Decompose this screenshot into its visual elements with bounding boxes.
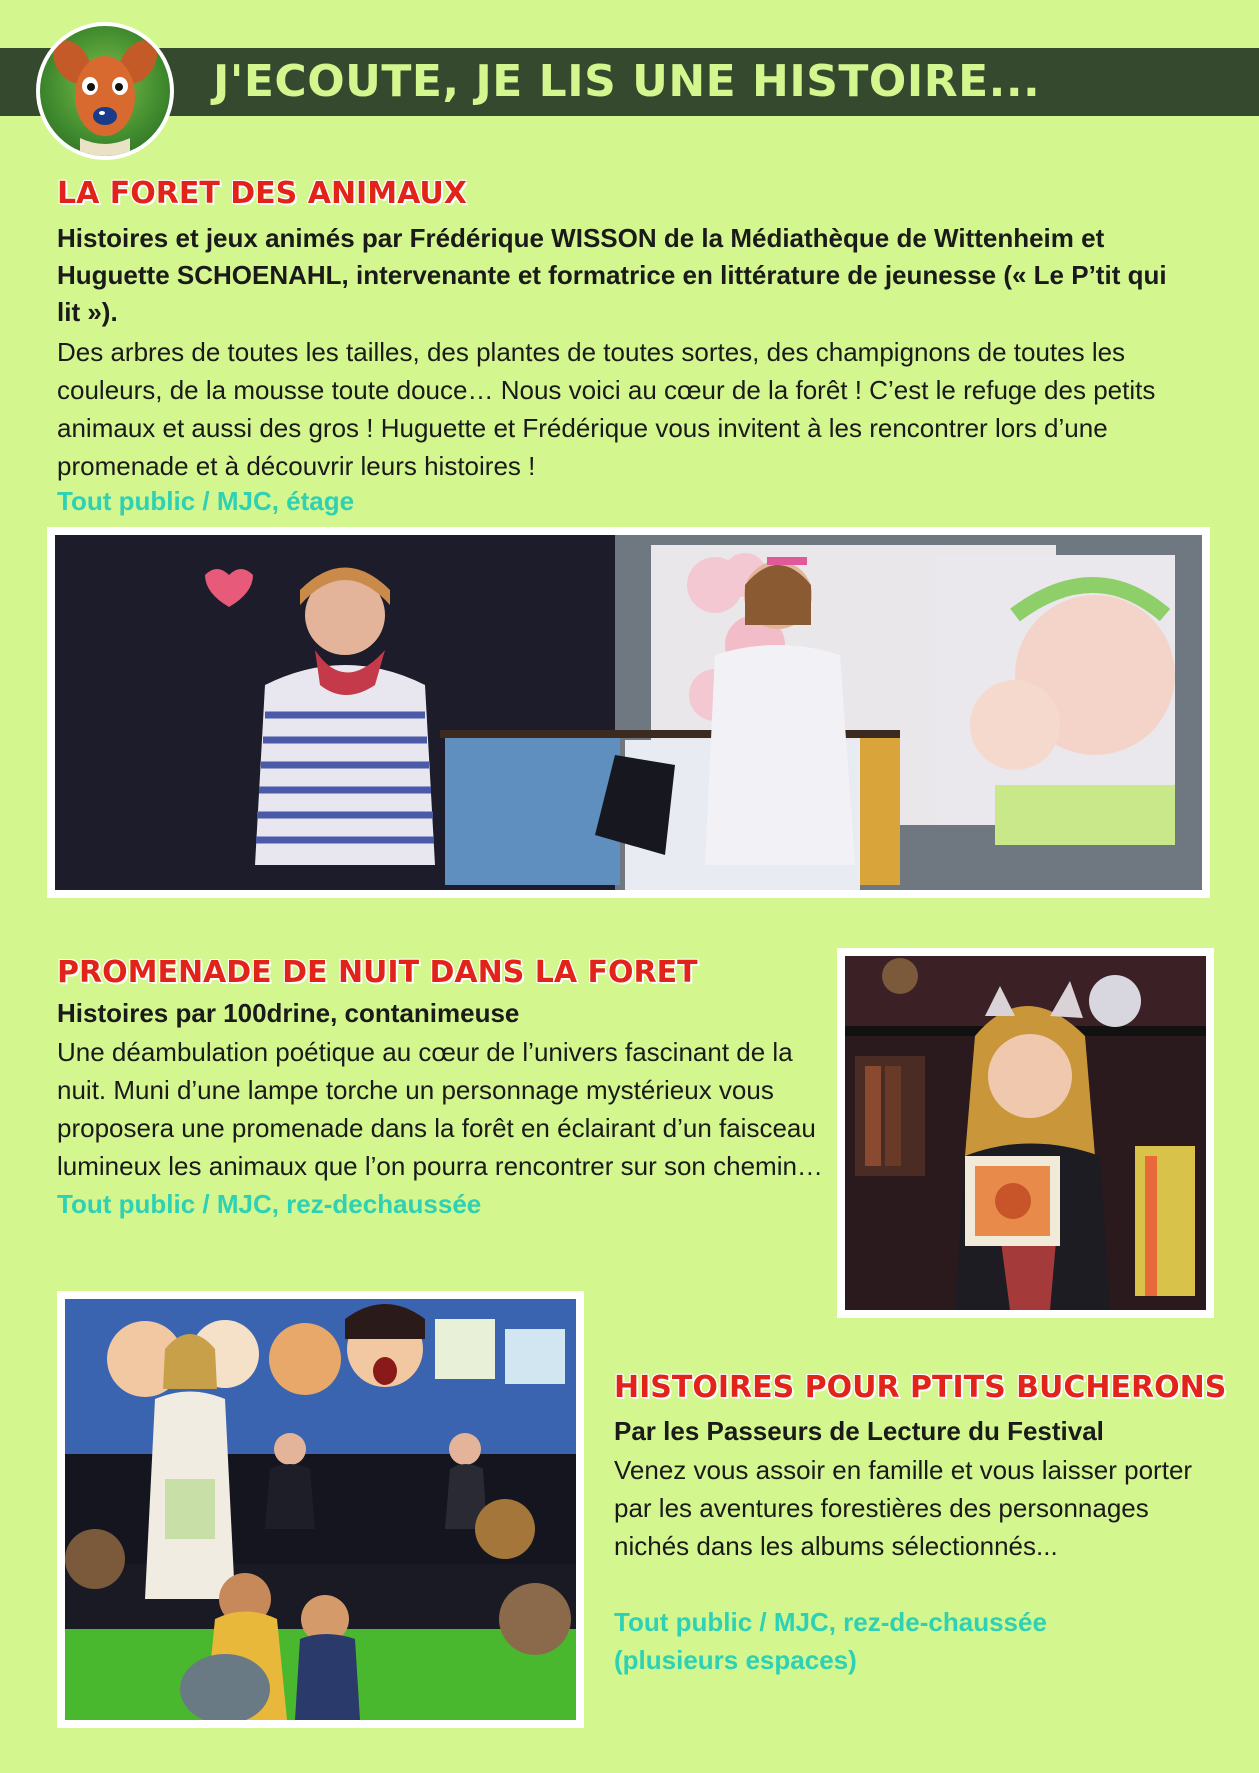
photo-storyteller-with-book: [837, 948, 1214, 1318]
deer-face-icon: [36, 22, 174, 160]
page-title: J'ECOUTE, JE LIS UNE HISTOIRE...: [213, 56, 1041, 107]
section-body: [57, 1033, 837, 1223]
section-info: Tout public / MJC, rez-dechaussée: [57, 1189, 482, 1219]
section-info: Tout public / MJC, étage: [57, 486, 355, 516]
section-subtitle: Par les Passeurs de Lecture du Festival: [614, 1416, 1104, 1446]
section-body: Des arbres de toutes les tailles, des plantes de toutes sortes, des champignons de toutes les couleurs, de la mousse toute douce… Nous voici au cœur de la forêt ! C’est le refuge des petits animaux et aussi des gros ! Huguette et Frédérique vous invitent à les rencontrer lors d’une promenade et à découvrir leurs histoires !: [57, 337, 1156, 481]
section-title-foret-des-animaux: LA FORET DES ANIMAUX: [57, 176, 467, 211]
section-title-histoires-ptits-bucherons: HISTOIRES POUR PTITS BUCHERONS: [614, 1370, 1227, 1405]
section-subtitle: Histoires par 100drine, contanimeuse: [57, 998, 520, 1028]
section-body: Venez vous assoir en famille et vous laisser porter par les aventures forestières des personnages nichés dans les albums sélectionnés...: [614, 1455, 1193, 1561]
photo-storytellers-shadow-theatre: [47, 527, 1210, 898]
section-title-promenade-de-nuit: PROMENADE DE NUIT DANS LA FORET: [57, 955, 698, 990]
section-subtitle: Histoires et jeux animés par Frédérique WISSON de la Médiathèque de Wittenheim et Huguette SCHOENAHL, intervenante et formatrice en littérature de jeunesse (« Le P’tit qui lit »).: [57, 223, 1167, 327]
section-info: Tout public / MJC, rez-de-chaussée: [614, 1607, 1047, 1637]
section-info-continued: (plusieurs espaces): [614, 1645, 857, 1675]
photo-children-listening-story: [57, 1291, 584, 1728]
section-body-text: Une déambulation poétique au cœur de l’univers fascinant de la nuit. Muni d’une lampe torche un personnage mystérieux vous proposera une promenade dans la forêt en éclairant d’un faisceau lumineux les animaux que l’on pourra rencontrer sur son chemin…: [57, 1037, 823, 1181]
